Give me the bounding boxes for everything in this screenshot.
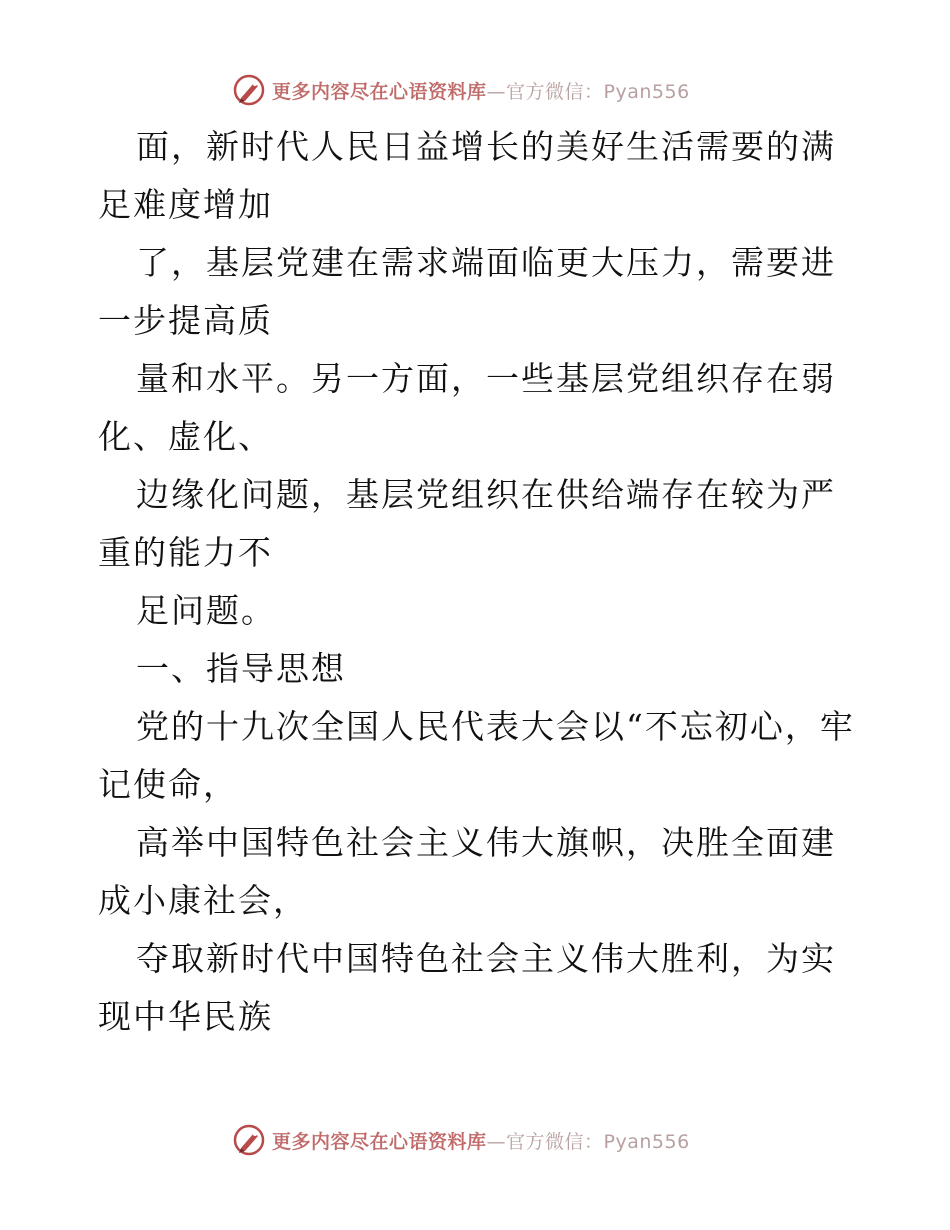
footer-watermark-text: 更多内容尽在心语资料库 [272, 1130, 487, 1153]
paragraph-1: 面，新时代人民日益增长的美好生活需要的满足难度增加 [98, 127, 836, 224]
paragraph-5: 足问题。 [136, 591, 276, 630]
section-heading: 一、指导思想 [136, 649, 346, 688]
pen-nib-circle-icon [232, 73, 266, 107]
paragraph-4: 边缘化问题，基层党组织在供给端存在较为严重的能力不 [98, 475, 836, 572]
paragraph-7: 高举中国特色社会主义伟大旗帜，决胜全面建成小康社会， [98, 823, 836, 920]
paragraph-2: 了，基层党建在需求端面临更大压力，需要进一步提高质 [98, 243, 836, 340]
pen-nib-circle-icon [232, 1123, 266, 1157]
header-watermark-text: 更多内容尽在心语资料库 [272, 80, 487, 103]
footer-watermark-contact: —官方微信：Pyan556 [486, 1130, 690, 1153]
paragraph-6: 党的十九次全国人民代表大会以“不忘初心，牢记使命， [98, 707, 855, 804]
header-watermark-contact: —官方微信：Pyan556 [486, 80, 690, 103]
paragraph-8: 夺取新时代中国特色社会主义伟大胜利，为实现中华民族 [98, 939, 836, 1036]
document-body [98, 118, 858, 1046]
paragraph-3: 量和水平。另一方面，一些基层党组织存在弱化、虚化、 [98, 359, 836, 456]
footer-watermark [232, 1120, 752, 1160]
header-watermark [232, 70, 752, 110]
